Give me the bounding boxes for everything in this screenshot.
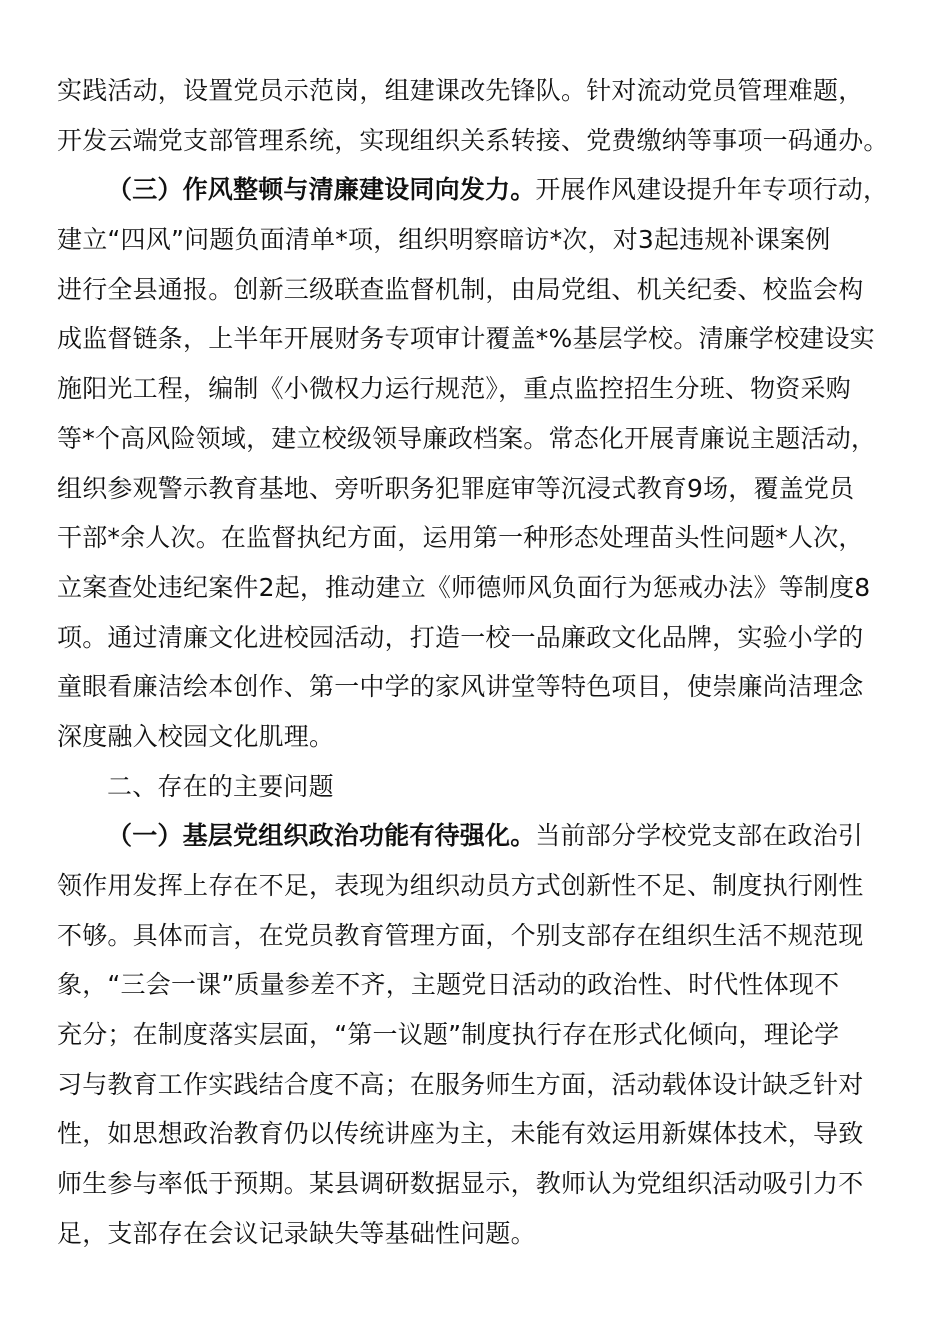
line-text: 性，如思想政治教育仍以传统讲座为主，未能有效运用新媒体技术，导致	[57, 1119, 864, 1149]
text-line	[57, 66, 893, 116]
line-text: 习与教育工作实践结合度不高；在服务师生方面，活动载体设计缺乏针对	[57, 1069, 864, 1099]
line-text: 领作用发挥上存在不足，表现为组织动员方式创新性不足、制度执行刚性	[57, 871, 864, 900]
text-line	[57, 1060, 893, 1110]
line-text: 当前部分学校党支部在政治引	[535, 821, 864, 851]
line-text: 开发云端党支部管理系统，实现组织关系转接、党费缴纳等事项一码通办。	[57, 125, 889, 155]
line-text: 实践活动，设置党员示范岗，组建课改先锋队。针对流动党员管理难题，	[57, 76, 864, 105]
text-line	[57, 762, 893, 812]
line-text: 成监督链条，上半年开展财务专项审计覆盖*%基层学校。清廉学校建设实	[57, 324, 875, 354]
text-line	[57, 662, 893, 712]
line-text: 建立“四风”问题负面清单*项，组织明察暗访*次，对3起违规补课案例	[57, 225, 831, 255]
text-line	[57, 513, 893, 563]
line-text: 不够。具体而言，在党员教育管理方面，个别支部存在组织生活不规范现	[57, 920, 864, 950]
text-line	[57, 215, 893, 265]
line-text: 象，“三会一课”质量参差不齐，主题党日活动的政治性、时代性体现不	[57, 970, 840, 1000]
line-text: 深度融入校园文化肌理。	[57, 721, 335, 751]
line-text: 进行全县通报。创新三级联查监督机制，由局党组、机关纪委、校监会构	[57, 274, 864, 304]
line-text: 足，支部存在会议记录缺失等基础性问题。	[57, 1218, 536, 1248]
line-text: 等*个高风险领域，建立校级领导廉政档案。常态化开展青廉说主题活动，	[57, 423, 877, 453]
text-line	[57, 265, 893, 315]
text-line	[57, 116, 893, 166]
line-text: 师生参与率低于预期。某县调研数据显示，教师认为党组织活动吸引力不	[57, 1169, 864, 1199]
line-text: 开展作风建设提升年专项行动，	[535, 175, 889, 205]
text-line	[57, 563, 893, 613]
text-line	[57, 811, 893, 861]
line-text: 立案查处违纪案件2起，推动建立《师德师风负面行为惩戒办法》等制度8	[57, 572, 871, 602]
line-text: 干部*余人次。在监督执纪方面，运用第一种形态处理苗头性问题*人次，	[57, 523, 864, 553]
text-line	[57, 613, 893, 663]
text-line	[57, 1109, 893, 1159]
text-line	[57, 314, 893, 364]
line-text: 施阳光工程，编制《小微权力运行规范》，重点监控招生分班、物资采购	[57, 374, 851, 404]
text-line	[57, 861, 893, 911]
section-heading: （三）作风整顿与清廉建设同向发力。	[107, 175, 536, 205]
section-heading: （一）基层党组织政治功能有待强化。	[107, 821, 536, 851]
text-line	[57, 364, 893, 414]
line-text: 二、存在的主要问题	[107, 771, 334, 801]
text-line	[57, 464, 893, 514]
document-page	[57, 66, 893, 1259]
text-line	[57, 165, 893, 215]
line-text: 充分；在制度落实层面，“第一议题”制度执行存在形式化倾向，理论学	[57, 1020, 840, 1050]
text-line	[57, 1159, 893, 1209]
line-text: 组织参观警示教育基地、旁听职务犯罪庭审等沉浸式教育9场，覆盖党员	[57, 473, 855, 503]
text-line	[57, 960, 893, 1010]
line-text: 童眼看廉洁绘本创作、第一中学的家风讲堂等特色项目，使崇廉尚洁理念	[57, 672, 864, 702]
text-line	[57, 1010, 893, 1060]
text-line	[57, 911, 893, 961]
text-line	[57, 712, 893, 762]
text-line	[57, 1209, 893, 1259]
text-line	[57, 414, 893, 464]
line-text: 项。通过清廉文化进校园活动，打造一校一品廉政文化品牌，实验小学的	[57, 622, 864, 652]
